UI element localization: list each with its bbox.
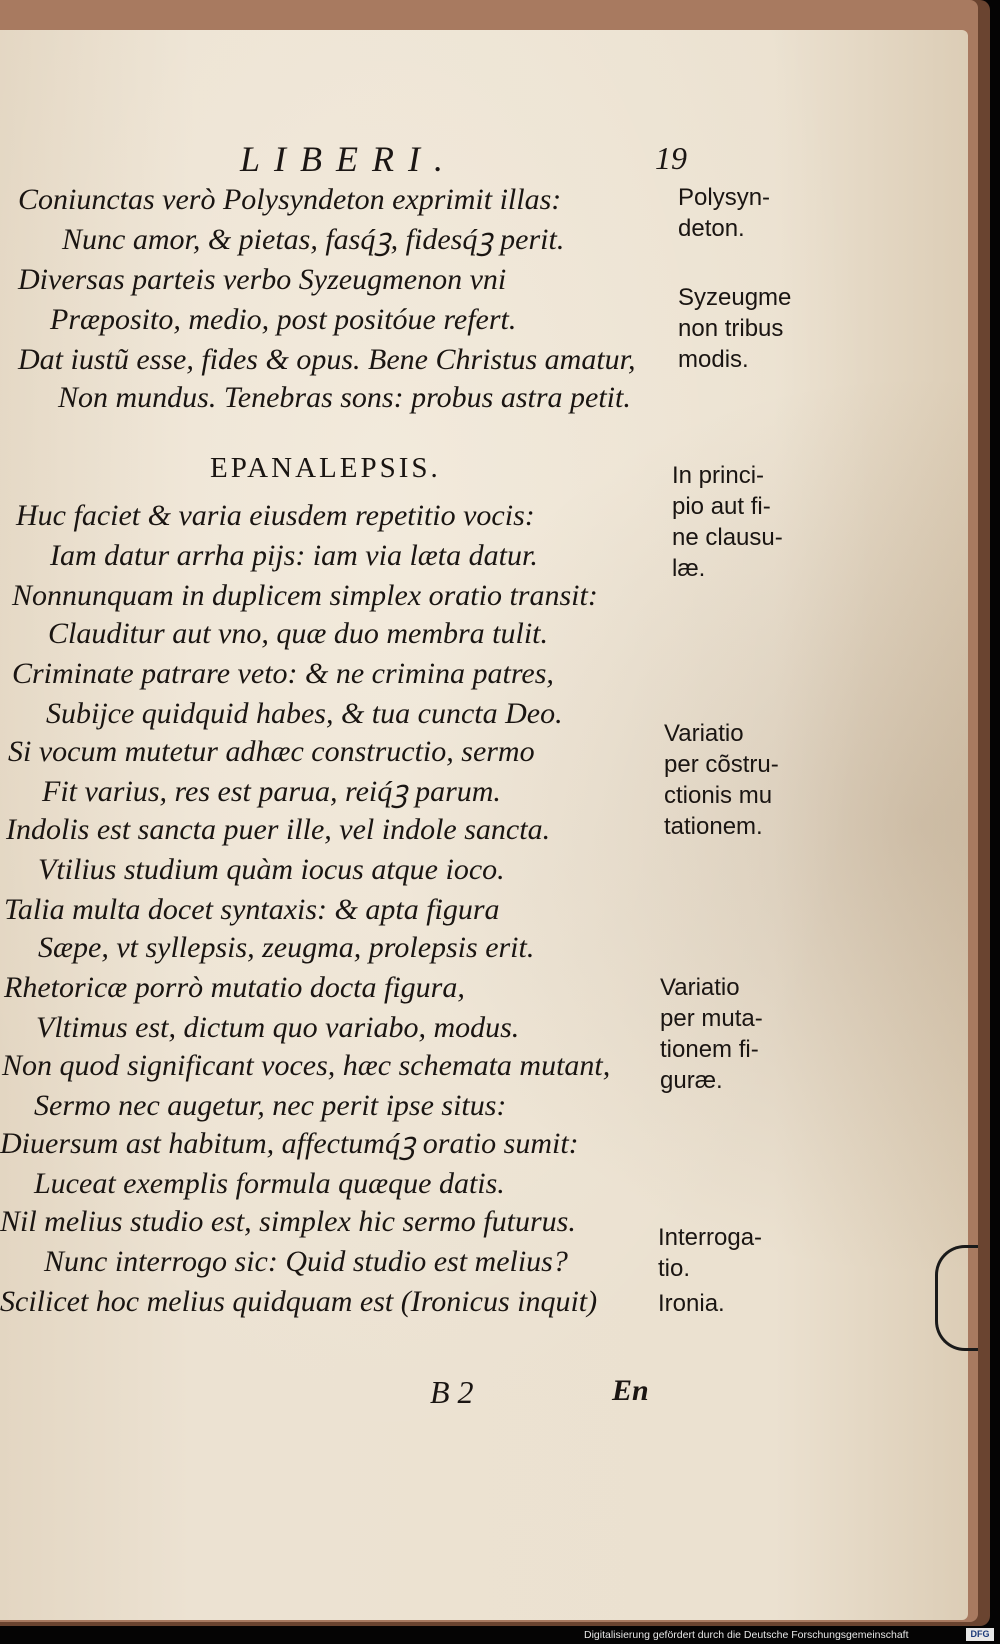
verse-line: Sæpe, vt syllepsis, zeugma, prolepsis erit. [38,931,535,964]
verse-line: Diuersum ast habitum, affectumq́ꝫ oratio sumit: [0,1127,579,1160]
verse-line: Rhetoricæ porrò mutatio docta figura, [4,971,465,1004]
margin-note-line: pio aut fi- [672,493,771,520]
margin-note-line: tationem. [664,813,763,840]
verse-line: Non mundus. Tenebras sons: probus astra petit. [58,381,631,414]
margin-note-line: ctionis mu [664,782,773,809]
margin-note [672,460,822,584]
verse-line: Nunc interrogo sic: Quid studio est melius? [44,1245,568,1278]
footer-credit: Digitalisierung gefördert durch die Deutsche Forschungsgemeinschaft [584,1629,909,1641]
verse-line: Huc faciet & varia eiusdem repetitio vocis: [16,499,535,532]
running-title: LIBERI. [240,139,457,179]
margin-note [658,1288,808,1319]
margin-note-line: Syzeugme [678,284,792,311]
margin-note-line: In princi- [672,462,765,489]
margin-note-line: non tribus [678,315,784,342]
verse-line: Nunc amor, & pietas, fasq́ꝫ, fidesq́ꝫ perit. [62,223,565,256]
verse-line: Subijce quidquid habes, & tua cuncta Deo. [46,697,563,730]
verse-line: Dat iustũ esse, fides & opus. Bene Christus amatur, [18,343,636,376]
verse-line: Præposito, medio, post positóue refert. [50,303,517,336]
verse-line: Vtilius studium quàm iocus atque ioco. [38,853,505,886]
verse-line: Nonnunquam in duplicem simplex oratio transit: [12,579,598,612]
margin-note-line: læ. [672,555,706,582]
margin-note [658,1222,808,1284]
verse-line: Non quod significant voces, hæc schemata mutant, [2,1049,611,1082]
clip-mark [935,1245,978,1351]
margin-note-line: ne clausu- [672,524,783,551]
catchword: En [612,1374,649,1407]
margin-note-line: Interroga- [658,1224,763,1251]
verse-line: Scilicet hoc melius quidquam est (Ironicus inquit) [0,1285,598,1318]
margin-note-line: Ironia. [658,1290,725,1317]
folio-number: 19 [655,140,687,176]
verse-line: Vltimus est, dictum quo variabo, modus. [36,1011,520,1044]
verse-line: Fit varius, res est parua, reiq́ꝫ parum. [42,775,501,808]
margin-note-line: tionem fi- [660,1036,759,1063]
margin-note-line: Variatio [660,974,740,1001]
margin-note-line: deton. [678,215,745,242]
verse-line: Criminate patrare veto: & ne crimina patres, [12,657,554,690]
margin-note-line: modis. [678,346,749,373]
verse-line: Luceat exemplis formula quæque datis. [34,1167,505,1200]
margin-note-line: Polysyn- [678,184,771,211]
dfg-logo: DFG [966,1628,994,1641]
verse-line: Nil melius studio est, simplex hic sermo futurus. [0,1205,576,1238]
margin-note-line: Variatio [664,720,744,747]
verse-line: Talia multa docet syntaxis: & apta figura [4,893,500,926]
margin-note [678,282,828,375]
margin-note [660,972,810,1096]
margin-note [678,182,828,244]
margin-note-line: per muta- [660,1005,763,1032]
margin-note [664,718,814,842]
section-heading: EPANALEPSIS. [210,452,441,484]
verse-line: Si vocum mutetur adhæc constructio, sermo [8,735,535,768]
verse-line: Sermo nec augetur, nec perit ipse situs: [34,1089,507,1122]
signature-mark: B 2 [430,1374,474,1410]
verse-line: Indolis est sancta puer ille, vel indole sancta. [6,813,551,846]
verse-line: Iam datur arrha pijs: iam via læta datur. [50,539,538,572]
verse-line: Diversas parteis verbo Syzeugmenon vni [18,263,507,296]
margin-note-line: tio. [658,1255,691,1282]
verse-line: Coniunctas verò Polysyndeton exprimit illas: [18,183,562,216]
margin-note-line: per cõstru- [664,751,779,778]
verse-line: Clauditur aut vno, quæ duo membra tulit. [48,617,549,650]
margin-note-line: guræ. [660,1067,723,1094]
